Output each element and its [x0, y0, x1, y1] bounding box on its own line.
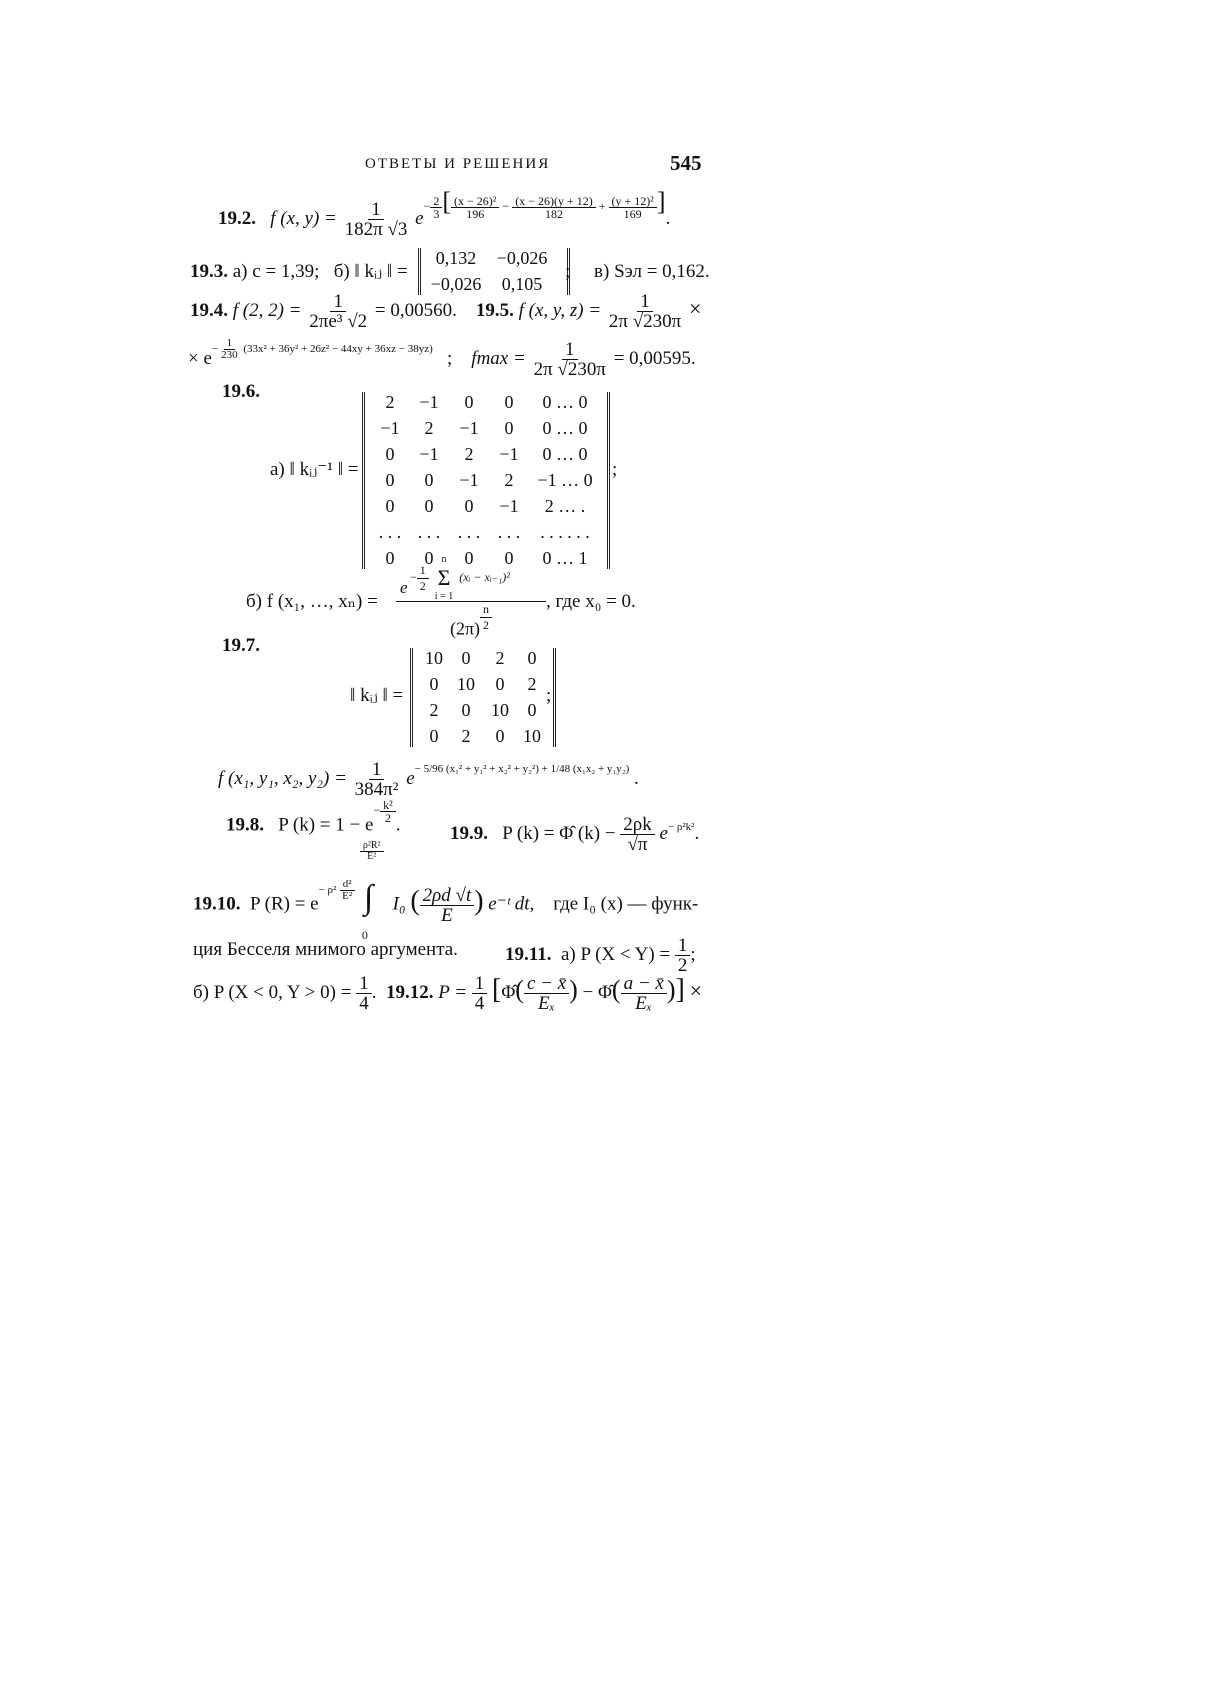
- continuation-line: ция Бесселя мнимого аргумента.: [193, 939, 458, 960]
- matrix-row: [371, 418, 601, 439]
- matrix-cell: −1 … 0: [537, 470, 593, 490]
- matrix-19-7: [410, 648, 556, 747]
- page-number: 545: [670, 151, 702, 175]
- exponent: − 2 3 [ (x − 26)² 196 − (x − 26)(y + 12) 182 + (y + 12)² 169 ]: [423, 186, 666, 221]
- matrix-cell: . . .: [417, 522, 441, 542]
- matrix-cell: 0: [385, 444, 395, 464]
- matrix-row: [371, 392, 601, 413]
- problem-number: 19.5.: [475, 299, 514, 321]
- answer-19-8: 19.8. P $(k) = 1 - e^{- \frac{\text{k²}}{2}}$ .: [226, 798, 401, 836]
- answer-19-6-b: б) f (x₁, …, xₙ) =: [246, 591, 378, 612]
- running-header: ОТВЕТЫ И РЕШЕНИЯ: [365, 156, 551, 172]
- lhs: f (x, y) =: [270, 207, 337, 229]
- answer-19-4: 19.4. f (2, 2) = $\frac{1}{\text{2πe³ √2}}$ = 0,00560. 19.5. f (x, y, z) = $\frac{1}{2\pi √230\pi}$ ×: [190, 291, 702, 332]
- matrix-cell: −1: [419, 444, 439, 464]
- matrix-cell: −1: [419, 392, 439, 412]
- matrix-row: [419, 700, 547, 721]
- matrix-row: [371, 470, 601, 491]
- matrix-cell: . . .: [457, 522, 481, 542]
- matrix-cell: 10: [457, 674, 475, 694]
- matrix-cell: −1: [459, 470, 479, 490]
- matrix-cell: 0: [429, 674, 439, 694]
- matrix-row: [419, 726, 547, 747]
- answer-19-11-a: 19.11. а) P (X < Y) = $\frac{1}{2}$ ;: [505, 935, 696, 976]
- matrix-19-3: 0,132 −0,026 −0,026 0,105: [418, 248, 570, 295]
- matrix-cell: 0 … 1: [542, 548, 588, 568]
- matrix-cell: −1: [499, 444, 519, 464]
- matrix-cell: −1: [499, 496, 519, 516]
- matrix-cell: 0: [527, 700, 537, 720]
- fraction: $\frac{1}{182\pi √3}$: [344, 199, 408, 240]
- matrix-cell: 0: [424, 470, 434, 490]
- matrix-cell: −1: [380, 418, 400, 438]
- matrix-row: [371, 444, 601, 465]
- matrix-cell: 2: [429, 700, 439, 720]
- answer-19-7-f: f (x₁, y₁, x₂, y₂) = $\frac{1}{\text{384π²}}$ $e^{- 5/96 (x_1^2 + y_1^2 + x_2^2 + y_2^2) + 1/48 (x_1x_2 + y_1y_2)}$ .: [218, 759, 639, 800]
- matrix-cell: 2: [464, 444, 474, 464]
- matrix-cell: . . .: [378, 522, 402, 542]
- problem-number: 19.2.: [218, 207, 256, 229]
- exponent: − 1 230 (33x² + 36y² + 26z² − 44xy + 36xz − 38yz): [211, 336, 433, 361]
- matrix-cell: 0 … 0: [542, 444, 588, 464]
- matrix-cell: 2: [504, 470, 514, 490]
- matrix-cell: 0: [385, 548, 395, 568]
- matrix-cell: 0: [527, 648, 537, 668]
- matrix-row: [419, 674, 547, 695]
- matrix-cell: 0: [504, 418, 514, 438]
- problem-number-19-7: 19.7.: [222, 635, 260, 656]
- matrix-cell: 0: [504, 392, 514, 412]
- semicolon: ;: [612, 459, 618, 480]
- answer-19-6-where: , где x₀ = 0.: [546, 591, 636, 612]
- matrix-cell: 0: [429, 726, 439, 746]
- part-b-label: б) ‖ kᵢⱼ ‖ =: [333, 261, 408, 282]
- matrix-cell: 0: [504, 548, 514, 568]
- answer-19-11-b-19-12: б) P (X < 0, Y > 0) = $\frac{1}{4}$ . 19.12. P = $\frac{1}{4}$ [Φ̂( $\frac{c - x̄}{\text{Eₓ}}$ ) − Φ̂( $\frac{a - x̄}{\text{Eₓ}}$ )] ×: [193, 973, 703, 1014]
- answer-19-5-cont: × $e^{- \frac{1}{230} (33x^2 + 36y^2 + 26z^2 - 44xy + 36xz - 38yz)}$ ; fmax = $\frac{1}{2\pi √230\pi}$ = 0,00595.: [188, 336, 696, 380]
- answer-19-3-c: ; в) Sэл = 0,162.: [565, 261, 710, 282]
- matrix-cell: 10: [523, 726, 541, 746]
- matrix-cell: . . .: [497, 522, 521, 542]
- matrix-cell: 2: [424, 418, 434, 438]
- matrix-cell: 10: [491, 700, 509, 720]
- answer-19-9: 19.9. P (k) = Φ̂ (k) − $\frac{2\rho k}{√\pi}$ $e^{- \rho^2k^2}$.: [450, 814, 700, 855]
- matrix-cell: 0: [495, 726, 505, 746]
- matrix-cell: 0: [424, 548, 434, 568]
- matrix-cell: 0: [424, 496, 434, 516]
- semicolon: ;: [546, 685, 552, 706]
- matrix-cell: 2: [461, 726, 471, 746]
- answer-19-6-a-label: а) ‖ kᵢⱼ⁻¹ ‖ =: [270, 459, 359, 480]
- answer-19-10: 19.10. P $(R) = e^{- \rho^2 \frac{\text{d²}}{\text{E²}}}$ ∫ $\frac{\text{ρ²R²}}{\text{E²}}$ 0 I₀ ( $\frac{2\rho d √t}{E}$ ) e⁻ᵗ dt, где I₀ (x) — функ-: [193, 840, 699, 942]
- matrix-cell: 0: [464, 496, 474, 516]
- answer-19-3: [190, 262, 408, 281]
- matrix-cell: 0: [461, 648, 471, 668]
- matrix-cell: 0: [464, 548, 474, 568]
- matrix-cell: 2: [527, 674, 537, 694]
- matrix-cell: . . . . . .: [540, 522, 590, 542]
- matrix-cell: 2: [385, 392, 395, 412]
- matrix-row: [371, 496, 601, 517]
- problem-number: 19.3.: [190, 261, 228, 282]
- matrix-cell: 0: [495, 674, 505, 694]
- problem-number-19-6: 19.6.: [222, 381, 260, 402]
- matrix-cell: 0: [385, 496, 395, 516]
- matrix-cell: 10: [425, 648, 443, 668]
- exp-base: e: [415, 207, 424, 229]
- matrix-row: [419, 648, 547, 669]
- matrix-cell: 2 … .: [544, 496, 586, 516]
- matrix-cell: 0: [385, 470, 395, 490]
- matrix-cell: 0 … 0: [542, 392, 588, 412]
- matrix-cell: 2: [495, 648, 505, 668]
- answer-19-2: 19.2. f (x, y) = $\frac{1}{182\pi √3}$ $e^{- \frac{2}{3} [ \frac{\text{(x − 26)²}}{196} - \frac{(x - 26)(y + 12)}{182} + \frac{\text{(y + 12)²}}{169} ]}$.: [218, 186, 671, 240]
- part-a: а) c = 1,39;: [232, 261, 320, 282]
- matrix-cell: −1: [459, 418, 479, 438]
- answer-19-7-label: ‖ kᵢⱼ ‖ =: [350, 685, 404, 706]
- matrix-cell: 0: [464, 392, 474, 412]
- matrix-cell: 0: [461, 700, 471, 720]
- integral: ∫ $\frac{\text{ρ²R²}}{\text{E²}}$ 0: [360, 885, 388, 925]
- problem-number: 19.4.: [190, 299, 228, 321]
- matrix-cell: 0 … 0: [542, 418, 588, 438]
- fraction-19-6-b: e − $\frac{1}{2}$ n Σ i = 1 (xᵢ − xᵢ₋₁)² (2π) $^{\frac{n}{2}}$: [396, 540, 546, 647]
